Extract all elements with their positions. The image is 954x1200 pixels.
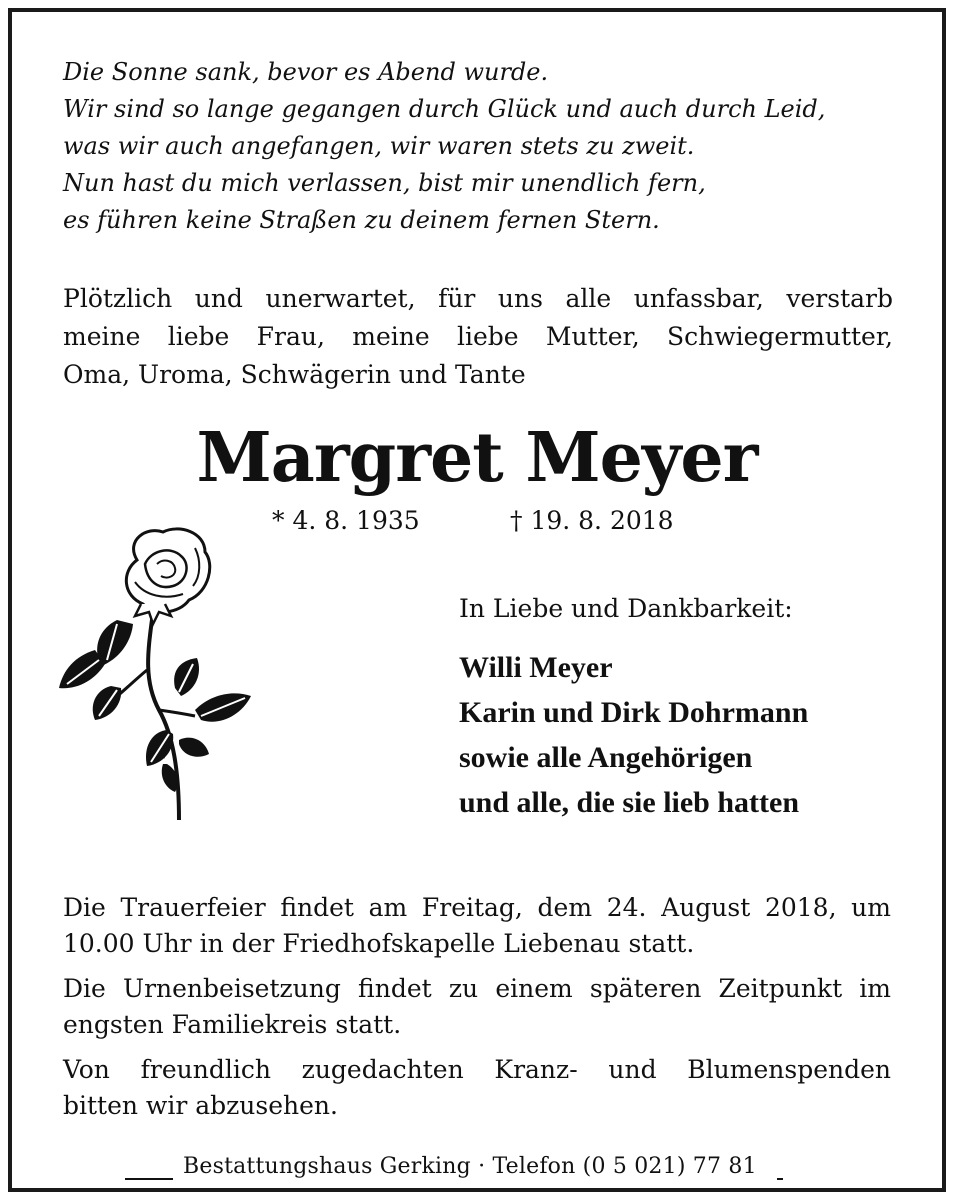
mourners-list	[459, 645, 808, 825]
donations-line: Von freundlich zugedachten Kranz- und Blumenspenden	[63, 1055, 891, 1084]
poem-line: Wir sind so lange gegangen durch Glück und auch durch Leid,	[63, 95, 826, 123]
ceremony-details	[63, 890, 891, 1133]
footer-rule-right	[777, 1178, 783, 1180]
rose-icon	[55, 520, 255, 825]
death-date: † 19. 8. 2018	[510, 506, 674, 535]
burial-line: Die Urnenbeisetzung findet zu einem späteren Zeitpunkt im	[63, 974, 891, 1003]
burial-line: engsten Familiekreis statt.	[63, 1010, 402, 1039]
deceased-name: Margret Meyer	[196, 418, 758, 498]
poem-line: Nun hast du mich verlassen, bist mir unendlich fern,	[63, 169, 706, 197]
ceremony-line: Die Trauerfeier findet am Freitag, dem 24. August 2018, um	[63, 893, 891, 922]
mourner-name: Willi Meyer	[459, 651, 613, 684]
announcement-line: Oma, Uroma, Schwägerin und Tante	[63, 360, 526, 389]
donations-line: bitten wir abzusehen.	[63, 1091, 338, 1120]
birth-date: * 4. 8. 1935	[272, 506, 420, 535]
announcement-text	[63, 280, 893, 394]
poem-line: was wir auch angefangen, wir waren stets zu zweit.	[63, 132, 695, 160]
mourner-name: Karin und Dirk Dohrmann	[459, 696, 809, 729]
announcement-line: Plötzlich und unerwartet, für uns alle unfassbar, verstarb	[63, 284, 893, 313]
burial-paragraph	[63, 971, 891, 1043]
poem-line: es führen keine Straßen zu deinem fernen Stern.	[63, 206, 660, 234]
poem-line: Die Sonne sank, bevor es Abend wurde.	[63, 58, 549, 86]
ceremony-line: 10.00 Uhr in der Friedhofskapelle Liebenau statt.	[63, 929, 695, 958]
footer-rule-left	[125, 1178, 173, 1180]
mourner-name: sowie alle Angehörigen	[459, 741, 753, 774]
mourners-heading: In Liebe und Dankbarkeit:	[459, 594, 793, 623]
poem	[63, 54, 903, 239]
funeral-home-contact: Bestattungshaus Gerking · Telefon (0 5 021) 77 81	[183, 1154, 757, 1179]
mourner-name: und alle, die sie lieb hatten	[459, 786, 800, 819]
donations-paragraph	[63, 1052, 891, 1124]
ceremony-paragraph	[63, 890, 891, 962]
funeral-home-footer	[125, 1152, 785, 1182]
announcement-line: meine liebe Frau, meine liebe Mutter, Schwiegermutter,	[63, 322, 893, 351]
